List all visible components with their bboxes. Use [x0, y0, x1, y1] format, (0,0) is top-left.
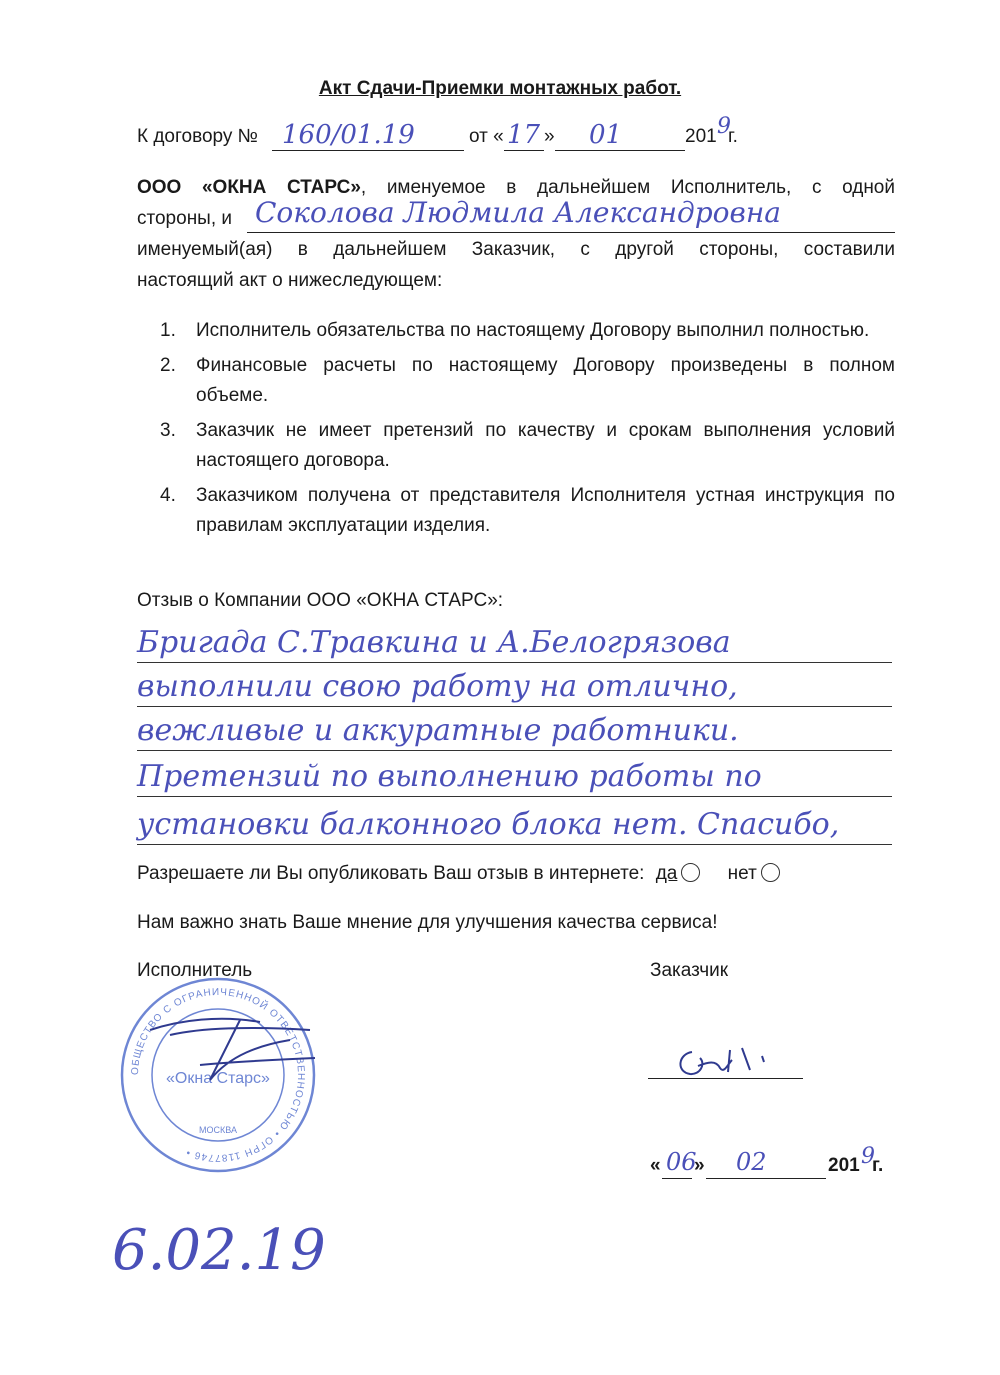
review-text: вежливые и аккуратные работники. — [137, 713, 739, 748]
contract-year-prefix: 201 — [685, 126, 717, 147]
intro-line-1-rest: , именуемое в дальнейшем Исполнитель, с одной — [360, 177, 895, 198]
publish-no-radio[interactable] — [761, 863, 780, 882]
customer-signature — [670, 1040, 790, 1085]
list-item-number: 2. — [160, 355, 176, 376]
final-year-digit: 9 — [861, 1144, 875, 1169]
review-text: Бригада С.Травкина и А.Белогрязова — [137, 625, 731, 660]
intro-line-2 — [137, 196, 895, 234]
stamp-center-text: «Окна Старс» — [166, 1070, 270, 1087]
stamp-city-text: МОСКВА — [199, 1125, 237, 1135]
contract-year-digit: 9 — [717, 114, 731, 139]
intro-line-4: настоящий акт о нижеследующем: — [137, 270, 443, 291]
customer-name: Соколова Людмила Александровна — [255, 196, 781, 229]
review-label: Отзыв о Компании ООО «ОКНА СТАРС»: — [137, 590, 504, 611]
review-text: установки балконного блока нет. Спасибо, — [137, 807, 840, 842]
executor-label: Исполнитель — [137, 960, 253, 981]
final-year-prefix: 201 — [828, 1155, 860, 1176]
publish-no-label: нет — [727, 863, 757, 884]
contract-line — [137, 114, 757, 156]
intro-line-2-prefix: стороны, и — [137, 208, 233, 229]
review-line-4 — [137, 752, 892, 797]
review-text: выполнили свою работу на отлично, — [137, 669, 738, 704]
final-year-suffix: г. — [872, 1155, 884, 1176]
publish-question-text: Разрешаете ли Вы опубликовать Ваш отзыв в интернете: — [137, 863, 645, 884]
contract-year-suffix: г. — [728, 126, 738, 147]
review-line-2 — [137, 662, 892, 707]
review-line-1 — [137, 618, 892, 663]
review-line-3 — [137, 706, 892, 751]
contract-number: 160/01.19 — [282, 120, 415, 150]
list-item — [160, 316, 895, 346]
list-item-number: 4. — [160, 485, 176, 506]
executor-signature — [140, 1010, 330, 1090]
contract-day: 17 — [507, 120, 541, 150]
intro-paragraph — [137, 172, 895, 296]
list-item-text: Финансовые расчеты по настоящему Договору произведены в полном объеме. — [196, 355, 895, 406]
final-date-open: « — [650, 1155, 661, 1176]
final-date — [650, 1144, 910, 1186]
intro-line-3: именуемый(ая) в дальнейшем Заказчик, с другой стороны, составили — [137, 239, 895, 260]
contract-month: 01 — [589, 120, 623, 150]
contract-from-label: от « — [469, 126, 504, 147]
publish-question — [137, 863, 780, 885]
publish-yes-radio[interactable] — [681, 863, 700, 882]
final-month: 02 — [736, 1148, 767, 1176]
contract-prefix: К договору № — [137, 126, 259, 147]
list-item-number: 1. — [160, 320, 176, 341]
publish-yes-label: да — [655, 863, 678, 884]
conditions-list — [160, 316, 895, 546]
list-item-text: Заказчик не имеет претензий по качеству и срокам выполнения условий настоящего договора. — [196, 420, 895, 471]
stamp-ring-text: ОБЩЕСТВО С ОГРАНИЧЕННОЙ ОТВЕТСТВЕННОСТЬЮ • ОГРН 1187746 • — [129, 986, 307, 1164]
list-item-text: Заказчиком получена от представителя Исполнителя устная инструкция по правилам эксплуатации изделия. — [196, 485, 895, 536]
list-item — [160, 351, 895, 411]
customer-label: Заказчик — [650, 960, 729, 981]
final-date-close: » — [694, 1155, 705, 1176]
list-item-text: Исполнитель обязательства по настоящему Договору выполнил полностью. — [196, 320, 870, 341]
review-line-5 — [137, 800, 892, 845]
document-title: Акт Сдачи-Приемки монтажных работ. — [318, 78, 682, 99]
contract-day-close: » — [544, 126, 555, 147]
final-day: 06 — [666, 1148, 697, 1176]
review-text: Претензий по выполнению работы по — [137, 759, 762, 794]
company-name: ООО «ОКНА СТАРС» — [137, 177, 361, 198]
list-item — [160, 416, 895, 476]
list-item — [160, 481, 895, 541]
list-item-number: 3. — [160, 420, 176, 441]
feedback-note: Нам важно знать Ваше мнение для улучшения качества сервиса! — [137, 912, 718, 933]
handwritten-date: 6.02.19 — [112, 1218, 326, 1283]
